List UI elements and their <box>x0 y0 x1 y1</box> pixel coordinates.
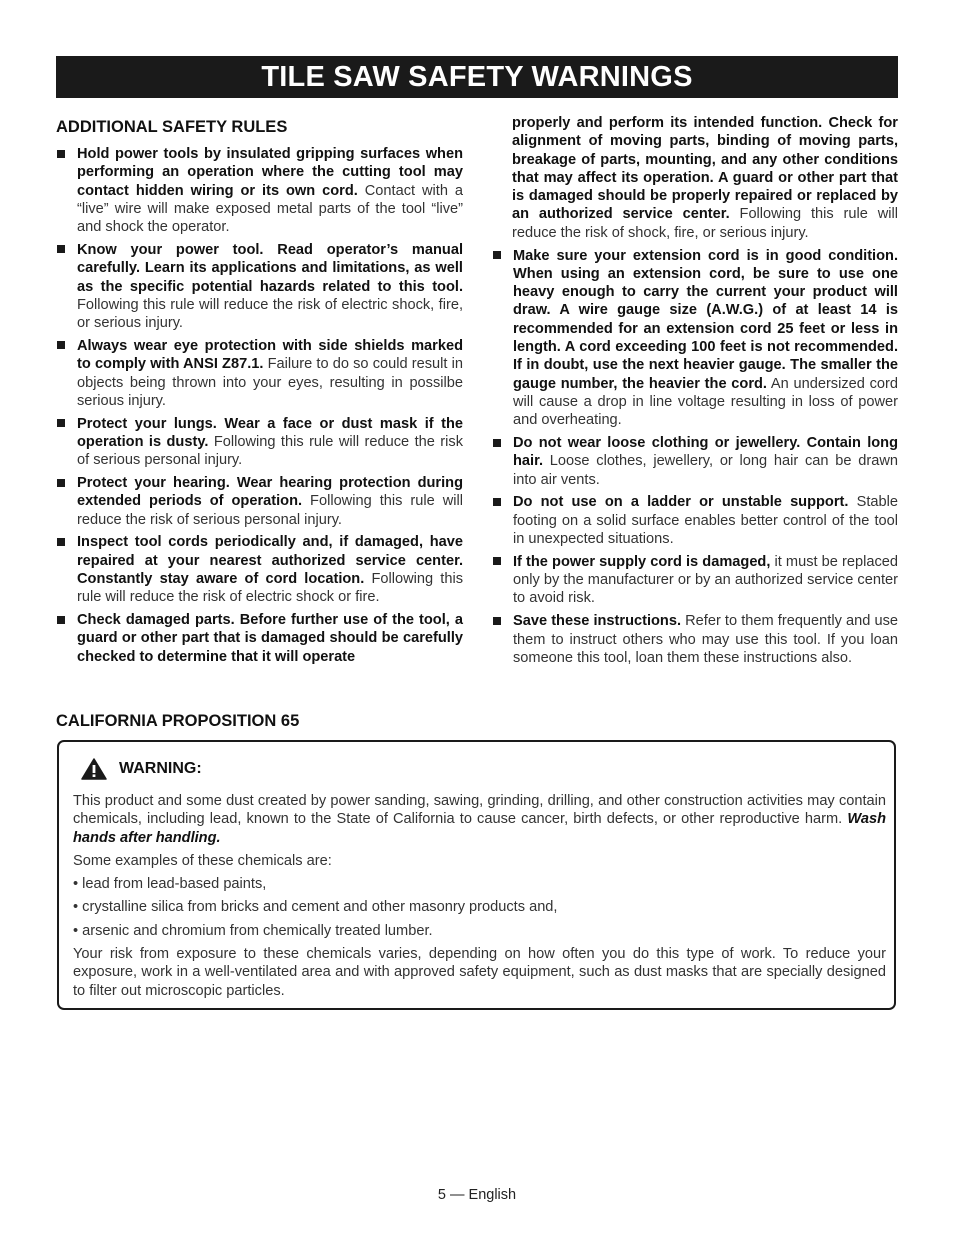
square-bullet-icon <box>57 150 65 158</box>
additional-safety-rules-heading: ADDITIONAL SAFETY RULES <box>56 118 288 136</box>
list-item: If the power supply cord is damaged, it must be replaced only by the manufacturer or by an authorized service center to avoid risk. <box>492 553 898 608</box>
example-item: • lead from lead-based paints, <box>73 876 267 893</box>
closing-paragraph: Your risk from exposure to these chemicals varies, depending on how often you do this type of work. To reduce your exposure, work in a well-ventilated area and with approved safety equipment, such as dust masks that are specially designed to filter out microscopic particles. <box>73 946 886 999</box>
list-item: Do not use on a ladder or unstable support. Stable footing on a solid surface enables better control of the tool in unexpected situations. <box>492 493 898 548</box>
warning-triangle-icon <box>81 758 107 780</box>
list-item: Protect your lungs. Wear a face or dust mask if the operation is dusty. Following this rule will reduce the risk of serious personal injury. <box>56 415 463 470</box>
square-bullet-icon <box>493 251 501 259</box>
list-item: Save these instructions. Refer to them frequently and use them to instruct others who may use this tool. If you loan someone this tool, loan them these instructions also. <box>492 612 898 667</box>
square-bullet-icon <box>57 616 65 624</box>
square-bullet-icon <box>57 419 65 427</box>
warning-box <box>57 740 896 1010</box>
examples-intro: Some examples of these chemicals are: <box>73 852 332 869</box>
list-item: Make sure your extension cord is in good condition. When using an extension cord, be sure to use one heavy enough to carry the current your product will draw. A wire gauge size (A.W.G.) of at least 14 is recommended for an extension cord 25 feet or less in length. A cord exceeding 100 feet is not recommended. If in doubt, use the next heavier gauge. The smaller the gauge number, the heavier the cord. An undersized cord will cause a drop in line voltage resulting in loss of power and overheating. <box>492 247 898 430</box>
square-bullet-icon <box>57 341 65 349</box>
square-bullet-icon <box>493 439 501 447</box>
square-bullet-icon <box>57 479 65 487</box>
list-item: Do not wear loose clothing or jewellery. Contain long hair. Loose clothes, jewellery, or long hair can be drawn into air vents. <box>492 434 898 489</box>
list-item: Hold power tools by insulated gripping surfaces when performing an operation where the cutting tool may contact hidden wiring or its own cord. Contact with a “live” wire will make exposed metal parts of the tool “live” and shock the operator. <box>56 145 463 236</box>
right-column <box>492 114 898 672</box>
square-bullet-icon <box>493 498 501 506</box>
example-item: • crystalline silica from bricks and cement and other masonry products and, <box>73 899 558 916</box>
page-footer: 5 — English <box>437 1187 517 1203</box>
square-bullet-icon <box>493 557 501 565</box>
square-bullet-icon <box>57 538 65 546</box>
page-title: TILE SAW SAFETY WARNINGS <box>56 56 898 98</box>
warning-paragraph: This product and some dust created by power sanding, sawing, grinding, drilling, and other construction activities may contain chemicals, including lead, known to the State of California to cause cancer, birth defects, or other reproductive harm. Wash hands after handling. <box>73 793 886 846</box>
example-item: • arsenic and chromium from chemically treated lumber. <box>73 922 433 939</box>
square-bullet-icon <box>57 245 65 253</box>
list-item: Know your power tool. Read operator’s manual carefully. Learn its applications and limitations, as well as the specific potential hazards related to this tool. Following this rule will reduce the risk of electric shock, fire, or serious injury. <box>56 241 463 332</box>
list-item: Protect your hearing. Wear hearing protection during extended periods of operation. Following this rule will reduce the risk of serious personal injury. <box>56 474 463 529</box>
warning-body <box>73 792 886 1005</box>
warning-header <box>81 758 202 780</box>
warning-label: WARNING: <box>119 760 202 777</box>
california-proposition-heading: CALIFORNIA PROPOSITION 65 <box>56 712 300 730</box>
list-item: Check damaged parts. Before further use of the tool, a guard or other part that is damaged should be carefully checked to determine that it will operate <box>56 611 463 666</box>
list-item: Inspect tool cords periodically and, if damaged, have repaired at your nearest authorized service center. Constantly stay aware of cord location. Following this rule will reduce the risk of electric shock or fire. <box>56 533 463 606</box>
list-item-continued: properly and perform its intended function. Check for alignment of moving parts, binding of moving parts, breakage of parts, mounting, and any other conditions that may affect its operation. A guard or other part that is damaged should be properly repaired or replaced by an authorized service center. Following this rule will reduce the risk of shock, fire, or serious injury. <box>512 115 898 241</box>
left-column <box>56 114 463 671</box>
safety-rules-list-continued <box>492 114 898 667</box>
list-item: Always wear eye protection with side shields marked to comply with ANSI Z87.1. Failure to do so could result in objects being thrown into your eyes, resulting in possilbe serious injury. <box>56 337 463 410</box>
square-bullet-icon <box>493 617 501 625</box>
safety-rules-list <box>56 145 463 666</box>
